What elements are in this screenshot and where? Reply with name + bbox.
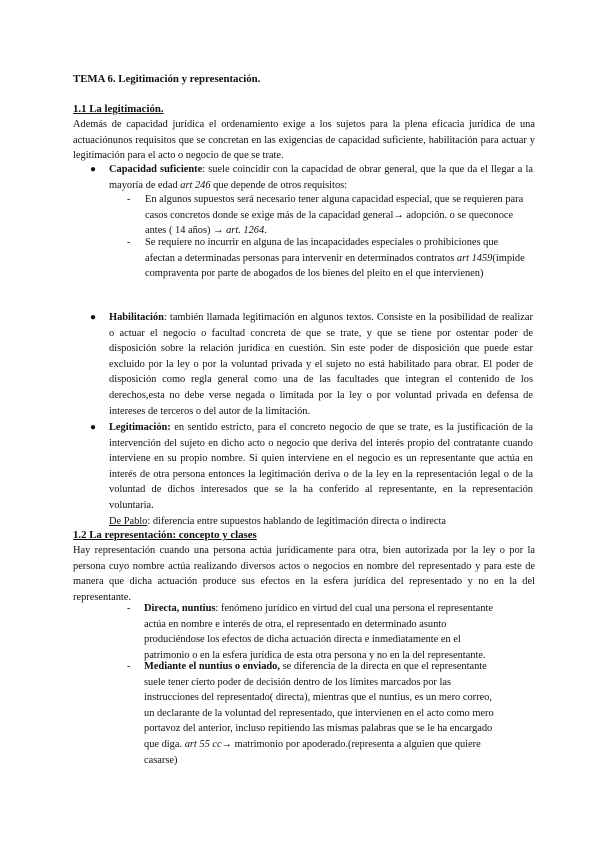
article-ref: art 1459 [456,252,493,264]
section-heading-representacion: 1.2 La representación: concepto y clases [73,529,257,541]
subitem-text [145,192,529,239]
bullet-dot: ● [90,164,97,175]
text: : también llamada legitimación en algunos textos. Consiste en la posibilidad de realizar o actuar el negocio o facultad concreta de que se trate, y que se tiene por ostentar poder de disposición sobre la relación jurídica en cuestión. Sin este poder de disposición que puede estar excluido por la ley o por la voluntad privada y el sujeto no está habilitado para obrar. El poder de disposición como regla general como una de las facultades que integran el contenido de los derechos,esta no debe verse negada o limitada por la ley o por voluntad privada en defensa de intereses de terceros o del autor de la limitación. [109,312,533,417]
text: que depende de otros requisitos: [210,179,348,191]
page-title: TEMA 6. Legitimación y representación. [73,73,261,85]
note-text: : diferencia entre supuestos hablando de legitimación directa o indirecta [147,515,447,527]
bullet-dot: ● [90,422,97,433]
term: Habilitación [109,312,164,323]
bullet-text [109,310,533,419]
text: Se requiere no incurrir en alguna de las incapacidades especiales o prohibiciones que afectan a determinadas personas para intervenir en determinados contratos [145,237,499,264]
article-ref: art 246 [180,179,211,191]
section2-intro: Hay representación cuando una persona actúa jurídicamente para otra, bien autorizada por la ley o por la persona cuyo nombre actúa realizando diversos actos o negocios en nombre del representado y para este de manera que dicha actuación produce sus efectos en la esfera jurídica del representado y no en la del representante. [73,545,535,603]
text: : fenómeno jurídico en virtud del cual una persona el representante actúa en nombre e interés de otra, el representado en determinado asunto produciéndose los efectos de dicha actuación directa e inmediatamente en el patrimonio o en la esfera jurídica de esta otra persona y no en la del representante. [144,603,493,661]
text: : suele coincidir con la capacidad de obrar general, que la que da el llegar a la mayoría de edad [109,164,533,191]
text: en sentido estricto, para el concreto negocio de que se trate, es la justificación de la intervención del sujeto en dicho acto o negocio que deriva del interés propio del contratante cuando interviene en su propio nombre. Si quien interviene en el negocio es un representante que actúa en interés de otra persona entonces la legitimación deriva o de la ley en la representación legal o de la voluntad de dichos interesados que se la ha conferido al representante, en la representación voluntaria. [109,422,533,511]
bullet-text [109,420,533,529]
dash-marker: - [127,194,131,205]
text: → matrimonio por apoderado.(representa a alguien que quiere casarse) [144,738,481,766]
article-ref: art 55 cc [184,738,222,750]
section1-intro: Además de capacidad jurídica el ordenamiento exige a los sujetos para la plena eficacia jurídica de una actuaciónunos requisitos que se concretan en las exigencias de capacidad suficiente, habilitación para actuar y legitimación para el acto o negocio de que se trate. [73,119,535,162]
text: (impide compraventa por parte de abogados de los bienes del pleito en el que intervienen) [145,252,525,280]
item-text [144,601,504,663]
bullet-text [109,162,533,193]
dash-marker: - [127,603,131,614]
bullet-dot: ● [90,312,97,323]
dash-marker: - [127,661,131,672]
text: En algunos supuestos será necesario tener alguna capacidad especial, que se requieren para casos concretos donde se exige más de la capacidad general→ adopción. o se queconoce antes ( 14 años) → [145,194,524,237]
article-ref: art. 1264 [226,225,265,237]
term: Capacidad suficiente [109,164,203,175]
text: . [264,225,267,237]
term: Mediante el nuntius o enviado, [144,661,280,672]
term: Legitimación: [109,422,171,433]
term: Directa, nuntius [144,603,216,614]
note-label: De Pablo [109,515,148,527]
section-heading-legitimacion: 1.1 La legitimación. [73,103,164,115]
item-text [144,659,504,768]
text: se diferencia de la directa en que el representante suele tener cierto poder de decisión dentro de los límites marcados por las instrucciones del representado( directa), mientras que el nuntius, es un mero correo, un declarante de la voluntad del representado, que intervienen en el acto como mero portavoz del anterior, incluso repitiendo las mismas palabras que se le ha encargado que diga. [144,661,494,750]
dash-marker: - [127,237,131,248]
subitem-text [145,235,529,282]
